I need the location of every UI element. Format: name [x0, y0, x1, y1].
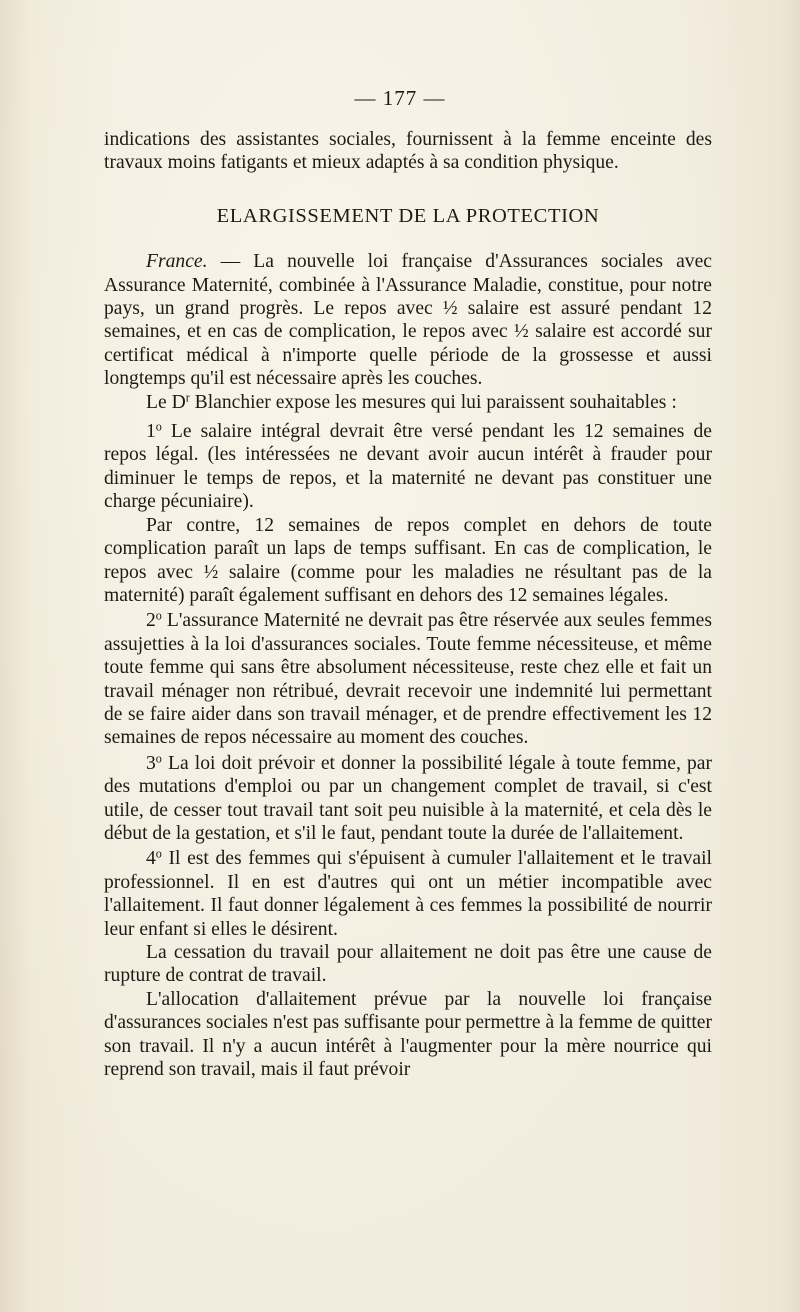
item-3-superscript: o	[155, 751, 162, 766]
france-label: France.	[146, 251, 208, 273]
item-4-number: 4	[146, 848, 156, 870]
contre-paragraph: Par contre, 12 semaines de repos complet en dehors de toute complication paraît un laps de temps suffisant. En cas de complication, le repos avec ½ salaire (comme pour les maladies ne résultant pas de la maternité) paraît également suffisant en dehors des 12 semaines légales.	[104, 514, 712, 606]
dr-text: Blanchier expose les mesures qui lui paraissent souhaitables :	[189, 391, 677, 413]
france-paragraph	[104, 250, 712, 390]
item-2-text: L'assurance Maternité ne devrait pas être réservée aux seules femmes assujetties à la loi d'assurances sociales. Toute femme nécessiteuse, et même toute femme qui sans être absolument nécessiteuse, reste chez elle et fait un travail ménager non rétribué, devrait recevoir une indemnité lui permettant de se faire aider dans son travail ménager, et de prendre effectivement les 12 semaines de repos nécessaire au moment des couches.	[104, 610, 712, 749]
item-2-paragraph	[104, 609, 712, 749]
cessation-paragraph: La cessation du travail pour allaitement ne doit pas être une cause de rupture de contrat de travail.	[104, 942, 712, 987]
item-1-superscript: o	[155, 419, 162, 434]
page-number: — 177 —	[354, 86, 446, 110]
item-3-number: 3	[146, 752, 156, 774]
dr-prefix: Le D	[146, 391, 186, 413]
item-1-number: 1	[146, 421, 156, 443]
opening-paragraph: indications des assistantes sociales, fournissent à la femme enceinte des travaux moins fatigants et mieux adaptés à sa condition physique.	[104, 129, 712, 174]
france-text: — La nouvelle loi française d'Assurances sociales avec Assurance Maternité, combinée à l'Assurance Maladie, constitue, pour notre pays, un grand progrès. Le repos avec ½ salaire est assuré pendant 12 semaines, et en cas de complication, le repos avec ½ salaire est accordé sur certificat médical à n'importe quelle période de la grossesse et aussi longtemps qu'il est nécessaire après les couches.	[104, 251, 712, 390]
item-4-paragraph	[104, 847, 712, 941]
dr-paragraph	[104, 391, 712, 414]
body-text	[104, 128, 712, 1081]
item-1-paragraph	[104, 420, 712, 514]
item-3-text: La loi doit prévoir et donner la possibilité légale à toute femme, par des mutations d'emploi ou par un changement complet de travail, si c'est utile, de cesser tout travail tant soit peu nuisible à la maternité, et cela dès le début de la gestation, et s'il le faut, pendant toute la durée de l'allaitement.	[104, 752, 712, 844]
item-4-superscript: o	[155, 846, 162, 861]
item-4-text: Il est des femmes qui s'épuisent à cumuler l'allaitement et le travail professionnel. Il en est d'autres qui ont un métier incompatible avec l'allaitement. Il faut donner légalement à ces femmes la possibilité de nourrir leur enfant si elles le désirent.	[104, 848, 712, 940]
dr-superscript: r	[185, 389, 190, 404]
item-2-number: 2	[146, 610, 156, 632]
section-heading: ELARGISSEMENT DE LA PROTECTION	[216, 204, 600, 227]
allocation-paragraph: L'allocation d'allaitement prévue par la nouvelle loi française d'assurances sociales n'est pas suffisante pour permettre à la femme de quitter son travail. Il n'y a aucun intérêt à l'augmenter pour la mère nourrice qui reprend son travail, mais il faut prévoir	[104, 988, 712, 1081]
item-1-text: Le salaire intégral devrait être versé pendant les 12 semaines de repos légal. (les intéressées ne devant avoir aucun intérêt à frauder pour diminuer le temps de repos, et la maternité ne devant pas constituer une charge pécuniaire).	[104, 421, 712, 513]
item-3-paragraph	[104, 752, 712, 846]
item-2-superscript: o	[155, 608, 162, 623]
